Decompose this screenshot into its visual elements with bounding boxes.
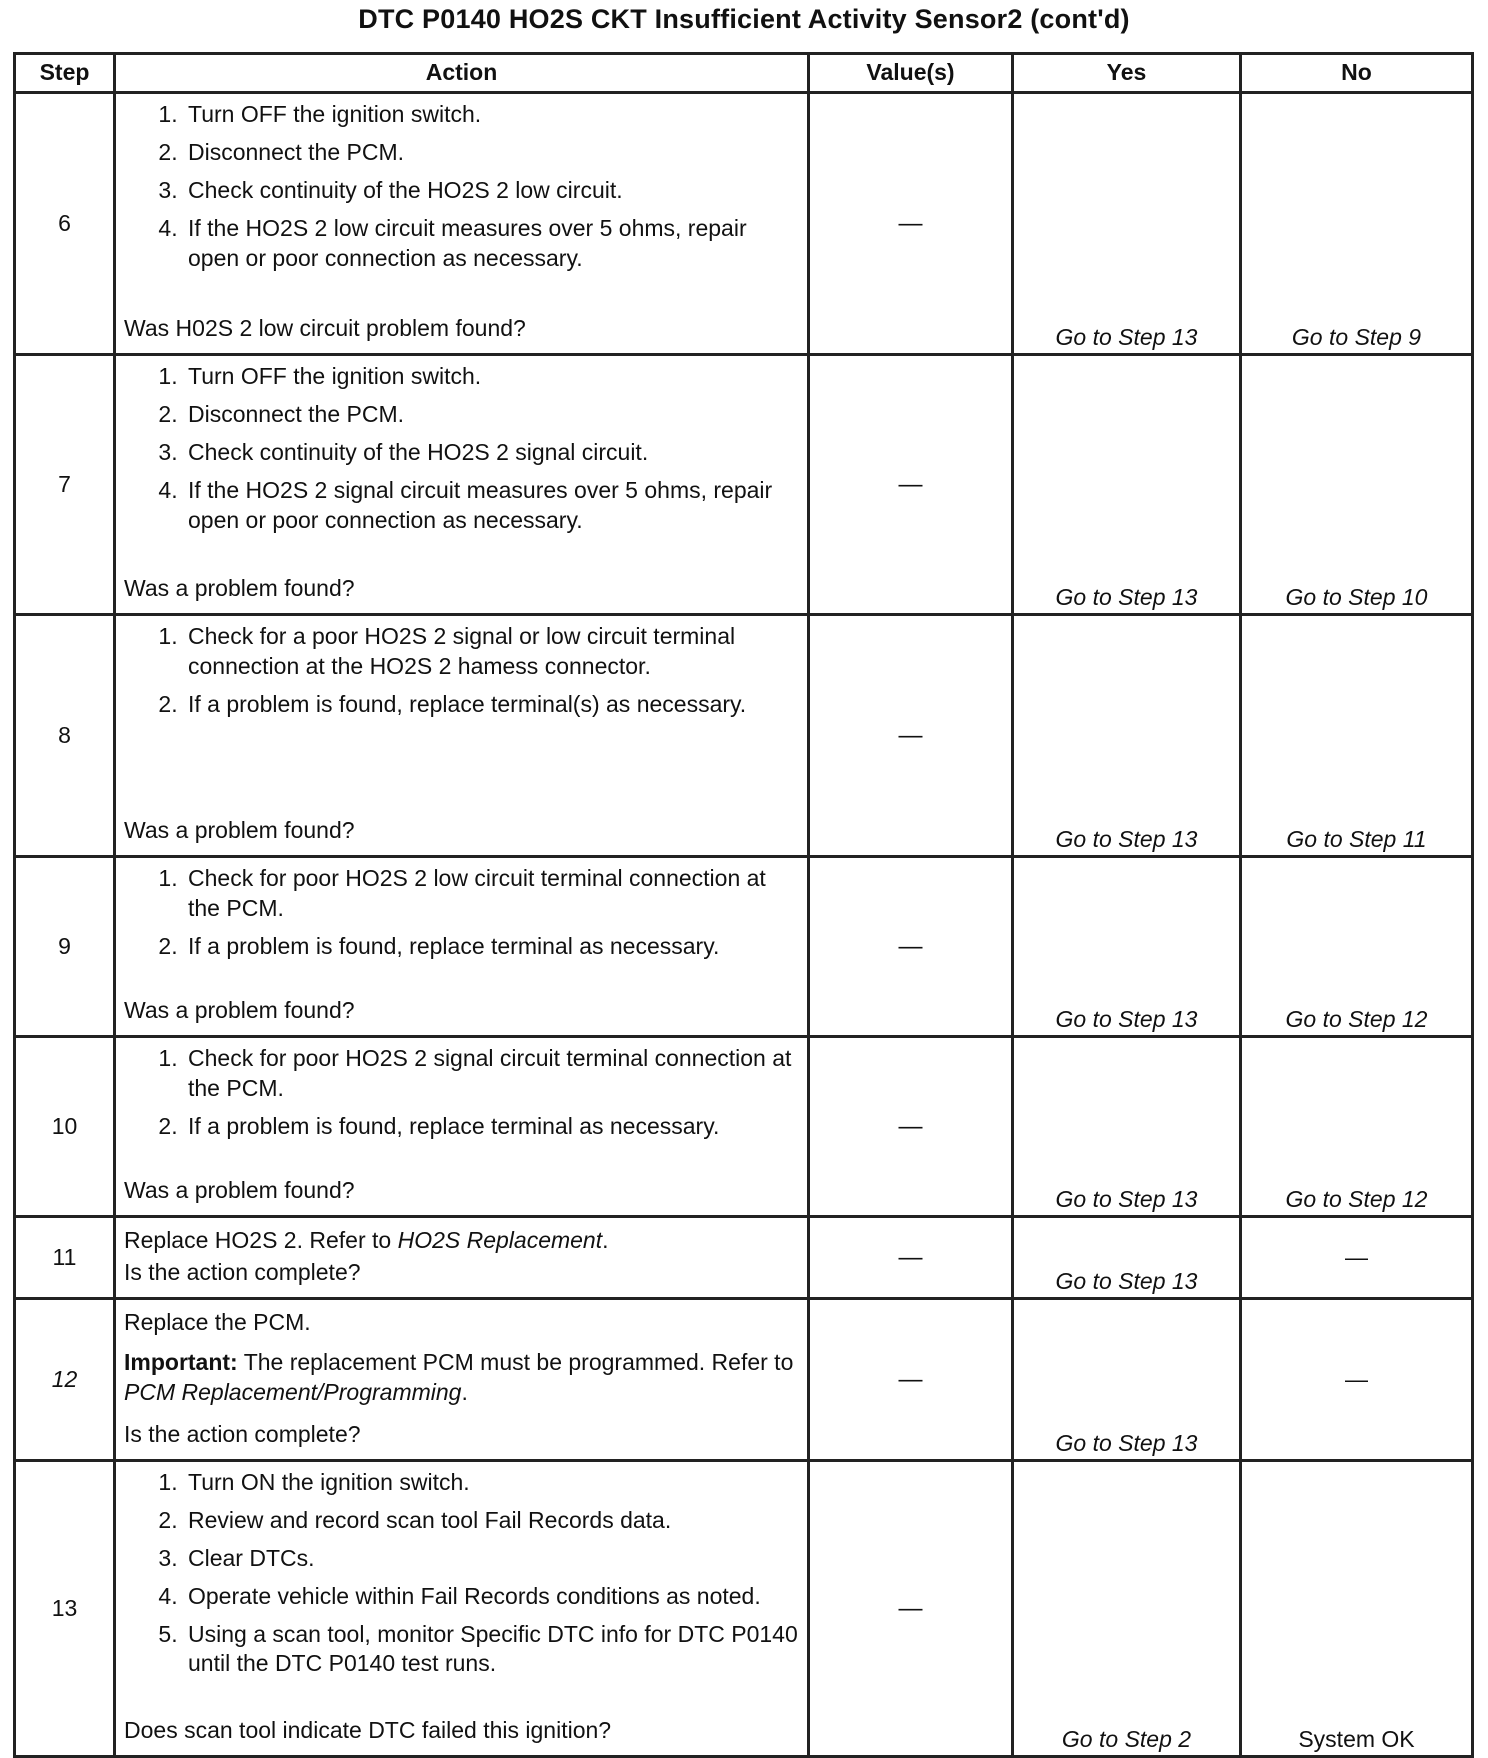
yes-cell (1013, 1217, 1241, 1299)
no-cell (1241, 1299, 1473, 1461)
step-number: 6 (15, 93, 115, 355)
action-steps (124, 864, 799, 962)
yes-link: Go to Step 13 (1055, 324, 1198, 351)
no-cell (1241, 615, 1473, 857)
no-value: — (1345, 1365, 1368, 1392)
no-link: Go to Step 9 (1291, 324, 1422, 351)
yes-cell (1013, 1037, 1241, 1217)
diagnostic-table (13, 52, 1474, 1758)
yes-link: Go to Step 13 (1055, 826, 1198, 853)
action-step: 3. Clear DTCs. (184, 1544, 799, 1574)
step-number: 9 (15, 857, 115, 1037)
action-step: 1. Turn OFF the ignition switch. (184, 362, 799, 392)
action-steps (124, 362, 799, 535)
yes-link: Go to Step 2 (1061, 1726, 1192, 1753)
value-cell: — (809, 615, 1013, 857)
table-row-step-13 (15, 1461, 1473, 1757)
action-cell (115, 857, 809, 1037)
action-step: 1. Check for poor HO2S 2 signal circuit terminal connection at the PCM. (184, 1044, 799, 1104)
no-cell (1241, 1461, 1473, 1757)
table-row-step-10 (15, 1037, 1473, 1217)
table-row-step-9 (15, 857, 1473, 1037)
yes-link: Go to Step 13 (1055, 1006, 1198, 1033)
step-number: 10 (15, 1037, 115, 1217)
action-step: 1. Turn OFF the ignition switch. (184, 100, 799, 130)
step-number: 13 (15, 1461, 115, 1757)
action-steps (124, 622, 799, 720)
action-step: 2. If a problem is found, replace terminal as necessary. (184, 1112, 799, 1142)
yes-link: Go to Step 13 (1055, 1430, 1198, 1457)
action-step: 2. Review and record scan tool Fail Records data. (184, 1506, 799, 1536)
header-no: No (1241, 54, 1473, 93)
action-cell (115, 615, 809, 857)
action-step: 4. If the HO2S 2 low circuit measures over 5 ohms, repair open or poor connection as necessary. (184, 214, 799, 274)
action-cell (115, 1217, 809, 1299)
header-action: Action (115, 54, 809, 93)
yes-cell (1013, 1461, 1241, 1757)
action-step: 2. Disconnect the PCM. (184, 400, 799, 430)
action-steps (124, 100, 799, 273)
action-cell (115, 355, 809, 615)
no-link: Go to Step 10 (1285, 584, 1428, 611)
table-row-step-11 (15, 1217, 1473, 1299)
yes-cell (1013, 355, 1241, 615)
value-cell: — (809, 857, 1013, 1037)
action-question: Was a problem found? (124, 1177, 355, 1204)
action-question: Was a problem found? (124, 575, 355, 602)
reference-link[interactable]: PCM Replacement/Programming (124, 1378, 462, 1405)
header-step: Step (15, 54, 115, 93)
action-step: 2. Disconnect the PCM. (184, 138, 799, 168)
yes-link: Go to Step 13 (1055, 1268, 1198, 1295)
no-cell (1241, 1037, 1473, 1217)
action-question: Is the action complete? (124, 1259, 361, 1286)
table-header-row (15, 54, 1473, 93)
yes-cell (1013, 857, 1241, 1037)
action-step: 4. If the HO2S 2 signal circuit measures over 5 ohms, repair open or poor connection as necessary. (184, 476, 799, 536)
action-instruction: Replace the PCM. (124, 1309, 311, 1335)
table-row-step-6 (15, 93, 1473, 355)
action-cell (115, 1461, 809, 1757)
table-row-step-12 (15, 1299, 1473, 1461)
value-cell: — (809, 1217, 1013, 1299)
important-note: Important: The replacement PCM must be programmed. Refer to PCM Replacement/Programming. (124, 1348, 794, 1405)
page-title: DTC P0140 HO2S CKT Insufficient Activity Sensor2 (cont'd) (358, 4, 1130, 34)
action-step: 1. Turn ON the ignition switch. (184, 1468, 799, 1498)
action-instruction: Replace HO2S 2. Refer to HO2S Replacement. (124, 1227, 609, 1253)
yes-link: Go to Step 13 (1055, 584, 1198, 611)
action-question: Was a problem found? (124, 997, 355, 1024)
step-number: 12 (15, 1299, 115, 1461)
action-steps (124, 1044, 799, 1142)
action-step: 1. Check for a poor HO2S 2 signal or low circuit terminal connection at the HO2S 2 hamess connector. (184, 622, 799, 682)
yes-link: Go to Step 13 (1055, 1186, 1198, 1213)
action-cell (115, 1037, 809, 1217)
action-question: Was a problem found? (124, 817, 355, 844)
header-values: Value(s) (809, 54, 1013, 93)
header-yes: Yes (1013, 54, 1241, 93)
step-number: 11 (15, 1217, 115, 1299)
table-row-step-8 (15, 615, 1473, 857)
action-question: Was H02S 2 low circuit problem found? (124, 315, 526, 342)
no-link: Go to Step 12 (1285, 1006, 1428, 1033)
action-steps (124, 1468, 799, 1679)
value-cell: — (809, 355, 1013, 615)
no-cell (1241, 1217, 1473, 1299)
step-number: 8 (15, 615, 115, 857)
action-cell (115, 1299, 809, 1461)
no-value: — (1345, 1243, 1368, 1270)
no-link: Go to Step 12 (1285, 1186, 1428, 1213)
value-cell: — (809, 1299, 1013, 1461)
yes-cell (1013, 615, 1241, 857)
value-cell: — (809, 93, 1013, 355)
value-cell: — (809, 1037, 1013, 1217)
yes-cell (1013, 1299, 1241, 1461)
no-cell (1241, 355, 1473, 615)
action-step: 3. Check continuity of the HO2S 2 signal circuit. (184, 438, 799, 468)
no-cell (1241, 93, 1473, 355)
action-step: 1. Check for poor HO2S 2 low circuit terminal connection at the PCM. (184, 864, 799, 924)
no-link: Go to Step 11 (1286, 826, 1427, 853)
action-step: 3. Check continuity of the HO2S 2 low circuit. (184, 176, 799, 206)
step-number: 7 (15, 355, 115, 615)
reference-link[interactable]: HO2S Replacement (397, 1227, 603, 1253)
no-value: System OK (1298, 1726, 1415, 1753)
action-step: 2. If a problem is found, replace terminal as necessary. (184, 932, 799, 962)
value-cell: — (809, 1461, 1013, 1757)
yes-cell (1013, 93, 1241, 355)
action-cell (115, 93, 809, 355)
table-row-step-7 (15, 355, 1473, 615)
no-cell (1241, 857, 1473, 1037)
action-step: 5. Using a scan tool, monitor Specific DTC info for DTC P0140 until the DTC P0140 test runs. (184, 1620, 799, 1680)
action-step: 4. Operate vehicle within Fail Records conditions as noted. (184, 1582, 799, 1612)
action-question: Does scan tool indicate DTC failed this ignition? (124, 1717, 612, 1744)
action-question: Is the action complete? (124, 1421, 361, 1448)
action-step: 2. If a problem is found, replace terminal(s) as necessary. (184, 690, 799, 720)
